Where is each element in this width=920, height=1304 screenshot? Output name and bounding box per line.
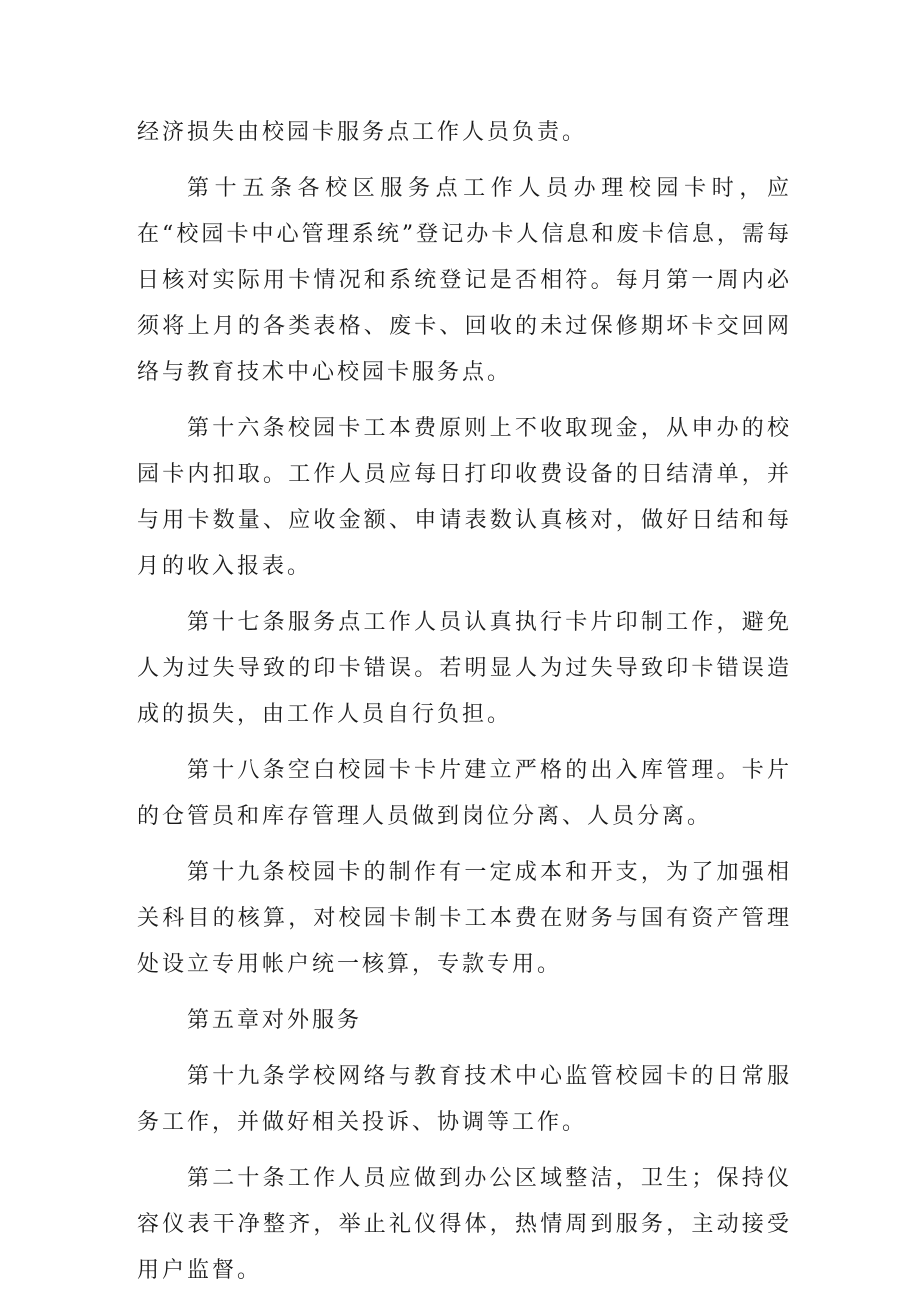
paragraph-article-19: 第十九条校园卡的制作有一定成本和开支，为了加强相关科目的核算，对校园卡制卡工本费在财务与国有资产管理处设立专用帐户统一核算，专款专用。 (137, 860, 792, 977)
paragraph-article-19-b: 第十九条学校网络与教育技术中心监管校园卡的日常服务工作，并做好相关投诉、协调等工作。 (137, 1064, 792, 1135)
paragraph-article-15: 第十五条各校区服务点工作人员办理校园卡时，应在“校园卡中心管理系统”登记办卡人信息和废卡信息，需每日核对实际用卡情况和系统登记是否相符。每月第一周内必须将上月的各类表格、废卡、回收的未过保修期坏卡交回网络与教育技术中心校园卡服务点。 (137, 176, 792, 385)
paragraph-continuation: 经济损失由校园卡服务点工作人员负责。 (137, 120, 588, 145)
document-body (137, 110, 792, 1304)
paragraph-article-20: 第二十条工作人员应做到办公区域整洁，卫生；保持仪容仪表干净整齐，举止礼仪得体，热情周到服务，主动接受用户监督。 (137, 1166, 792, 1283)
paragraph-article-16: 第十六条校园卡工本费原则上不收取现金，从申办的校园卡内扣取。工作人员应每日打印收费设备的日结清单，并与用卡数量、应收金额、申请表数认真核对，做好日结和每月的收入报表。 (137, 416, 792, 579)
paragraph-article-17: 第十七条服务点工作人员认真执行卡片印制工作，避免人为过失导致的印卡错误。若明显人为过失导致印卡错误造成的损失，由工作人员自行负担。 (137, 610, 792, 727)
paragraph-article-18: 第十八条空白校园卡卡片建立严格的出入库管理。卡片的仓管员和库存管理人员做到岗位分离、人员分离。 (137, 758, 792, 829)
chapter-heading: 第五章对外服务 (187, 1008, 363, 1033)
